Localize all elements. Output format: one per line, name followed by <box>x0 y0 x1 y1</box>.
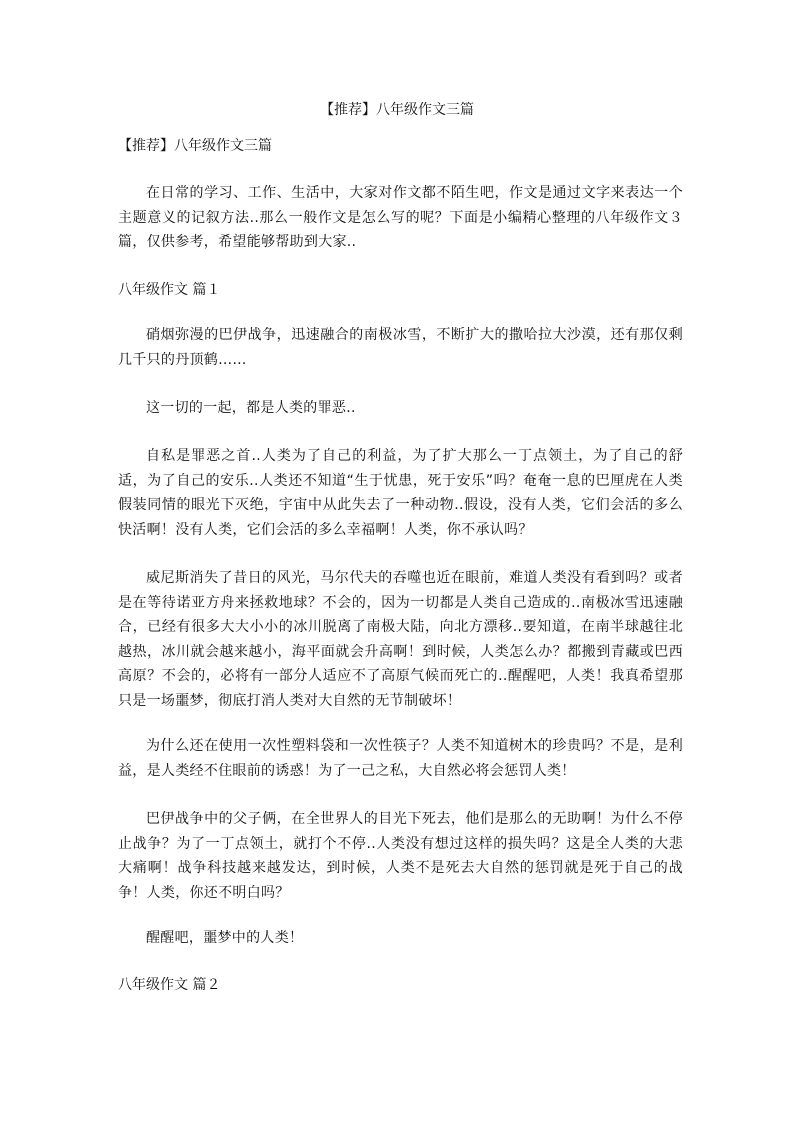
essay1-paragraph: 醒醒吧，噩梦中的人类！ <box>146 930 304 946</box>
document-subtitle: 【推荐】八年级作文三篇 <box>118 138 272 154</box>
document-title: 【推荐】八年级作文三篇 <box>320 102 474 118</box>
intro-paragraph: 在日常的学习、工作、生活中，大家对作文都不陌生吧，作文是通过文字来表达一个主题意义的记叙方法..那么一般作文是怎么写的呢？下面是小编精心整理的八年级作文３篇，仅供参考，希望能够帮助到大家.. <box>118 185 683 250</box>
essay1-paragraph: 自私是罪恶之首..人类为了自己的利益，为了扩大那么一丁点领土，为了自己的舒适，为了自己的安乐..人类还不知道“生于忧患，死于安乐”吗？奄奄一息的巴厘虎在人类假装同情的眼光下灭绝，宇宙中从此失去了一种动物..假设，没有人类，它们会活的多么快活啊！没有人类，它们会活的多么幸福啊！人类，你不承认吗？ <box>118 448 683 538</box>
essay1-paragraph: 硝烟弥漫的巴伊战争，迅速融合的南极冰雪，不断扩大的撒哈拉大沙漠，还有那仅剩几千只的丹顶鹤…… <box>118 327 683 368</box>
essay1-paragraph: 为什么还在使用一次性塑料袋和一次性筷子？人类不知道树木的珍贵吗？不是，是利益，是人类经不住眼前的诱惑！为了一己之私，大自然必将会惩罚人类！ <box>118 738 683 779</box>
essay1-paragraph: 巴伊战争中的父子俩，在全世界人的目光下死去，他们是那么的无助啊！为什么不停止战争？为了一丁点领土，就打个不停..人类没有想过这样的损失吗？这是全人类的大悲大痛啊！战争科技越来越发达，到时候，人类不是死去大自然的惩罚就是死于自己的战争！人类，你还不明白吗？ <box>118 811 683 901</box>
essay1-paragraph: 威尼斯消失了昔日的风光，马尔代夫的吞噬也近在眼前，难道人类没有看到吗？或者是在等待诺亚方舟来拯救地球？不会的，因为一切都是人类自己造成的..南极冰雪迅速融合，已经有很多大大小小的冰川脱离了南极大陆，向北方漂移..要知道，在南半球越往北越热，冰川就会越来越小，海平面就会升高啊！到时候，人类怎么办？都搬到青藏或巴西高原？不会的，必将有一部分人适应不了高原气候而死亡的..醒醒吧，人类！我真希望那只是一场噩梦，彻底打消人类对大自然的无节制破坏！ <box>118 570 683 709</box>
essay1-heading: 八年级作文 篇１ <box>118 282 221 298</box>
essay2-heading: 八年级作文 篇２ <box>118 977 221 993</box>
essay1-paragraph: 这一切的一起，都是人类的罪恶.. <box>146 400 356 416</box>
